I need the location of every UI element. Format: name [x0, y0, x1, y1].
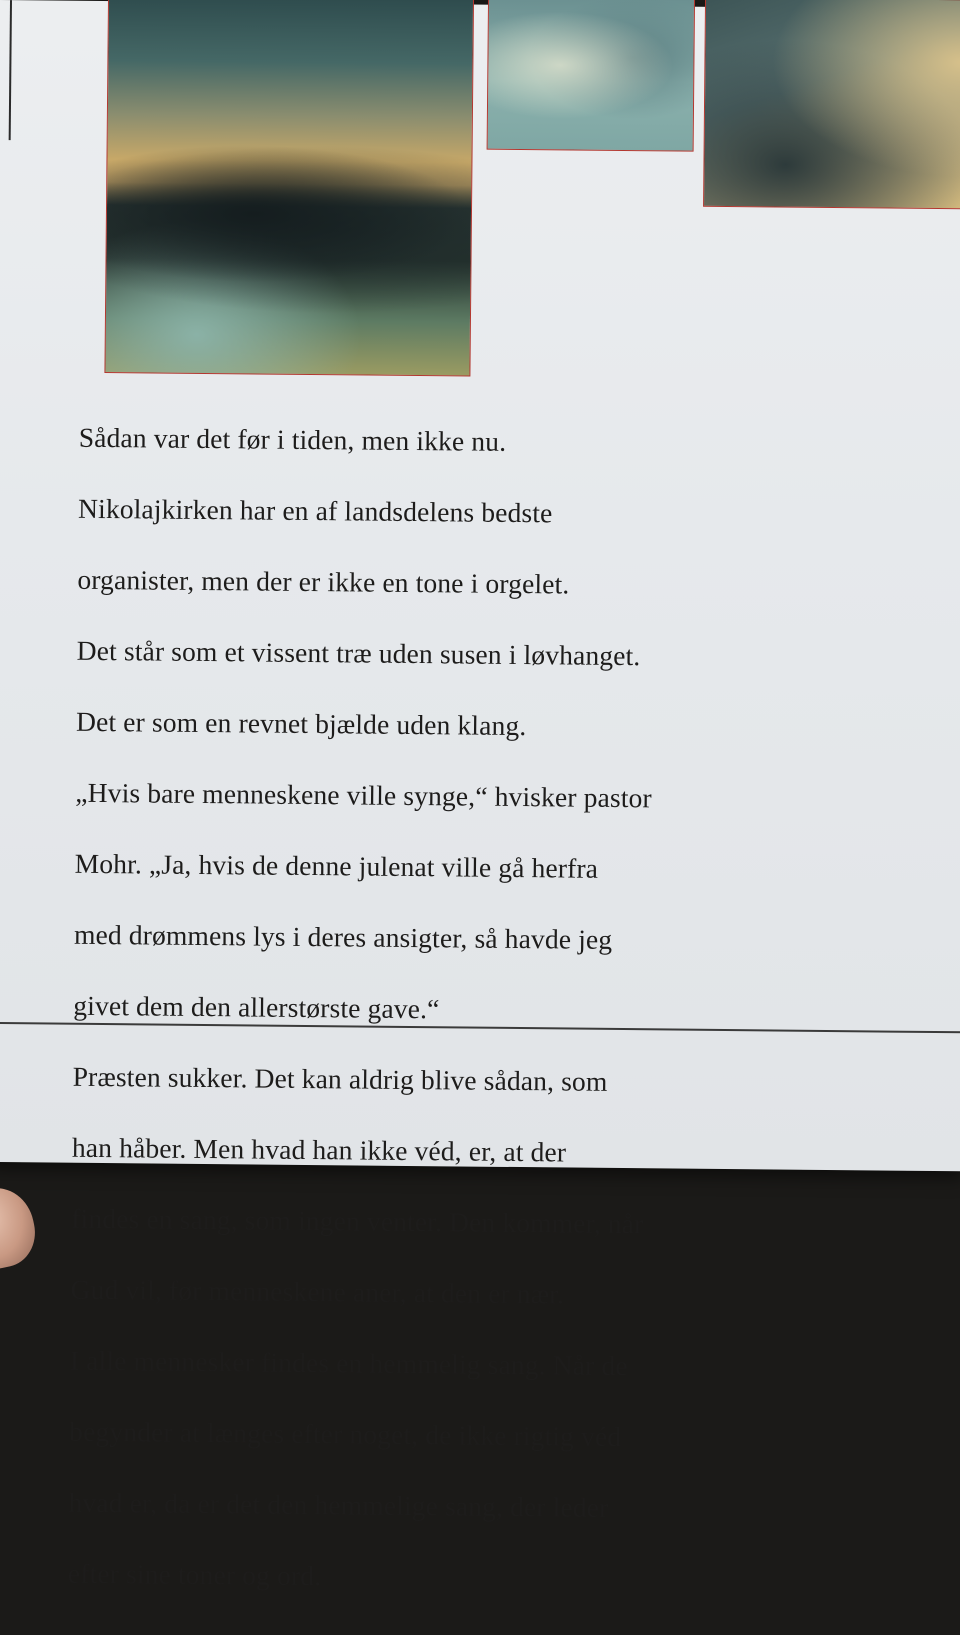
text-line: Gud vil, før menneskene aner, at den er nær. — [70, 1273, 565, 1309]
text-line: Præsten sukker. Det kan aldrig blive sådan, som — [72, 1060, 608, 1097]
text-line: begynder at længes efter noget, de ikke rigtig véd — [69, 1415, 622, 1452]
text-line: I alle mennesker findes en hemmelig sang. Når de — [69, 1344, 628, 1381]
text-line: med drømmens lys i deres ansigter, så havde jeg — [73, 918, 613, 955]
illustration-golden-sky — [703, 0, 960, 209]
illustration-dusk-landscape — [104, 0, 474, 377]
text-line: han håber. Men hvad han ikke véd, er, at der — [71, 1131, 567, 1167]
story-text — [67, 384, 759, 1633]
text-line: Sådan var det før i tiden, men ikke nu. — [78, 421, 507, 457]
text-line: findes en sang, som ingen venter. Den kommer, når — [71, 1202, 644, 1239]
illustration-cloudy-sky — [487, 0, 695, 152]
text-line: Mohr. „Ja, hvis de denne julenat ville gå herfra — [74, 847, 599, 884]
text-line: efter sine toner og ord. — [67, 1557, 322, 1591]
text-line: hvad er, da er det den hemmelige sang, der leder — [68, 1486, 609, 1523]
text-line: givet dem den allerstørste gave.“ — [73, 989, 440, 1024]
fingertip — [0, 1181, 42, 1274]
text-line: Det står som et vissent træ uden susen i løvhanget. — [76, 634, 641, 671]
text-line: Det er som en revnet bjælde uden klang. — [75, 705, 527, 741]
text-line: Nikolajkirken har en af landsdelens bedste — [77, 492, 553, 528]
page-edge-line — [9, 0, 12, 140]
text-line: organister, men der er ikke en tone i orgelet. — [77, 563, 570, 599]
text-line: „Hvis bare menneskene ville synge,“ hvisker pastor — [75, 776, 652, 813]
